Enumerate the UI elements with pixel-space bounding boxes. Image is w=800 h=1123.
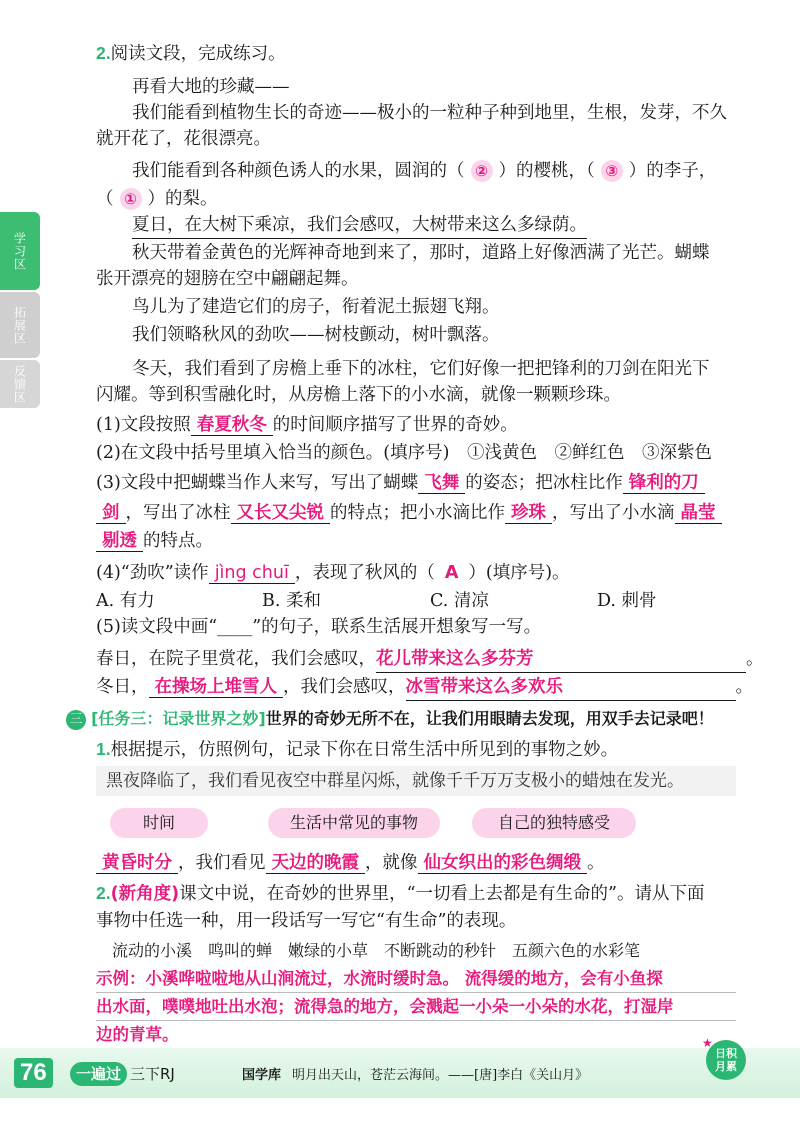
answer-blank: 春夏秋冬 bbox=[191, 415, 273, 436]
option-d: D. 刺骨 bbox=[597, 591, 657, 611]
passage-p7a: 冬天，我们看到了房檐上垂下的冰柱，它们好像一把把锋利的刀剑在阳光下 bbox=[132, 359, 710, 379]
task3-question-2-line2: 事物中任选一种，用一段话写一写它“有生命”的表现。 bbox=[96, 911, 517, 931]
sub-question-3-line2: 剑 ，写出了冰柱 又长又尖锐 的特点；把小水滴比作 珍珠 ，写出了小水滴 晶莹 bbox=[96, 500, 722, 526]
answer-circle: ② bbox=[471, 160, 493, 182]
item-list: 流动的小溪 鸣叫的蝉 嫩绿的小草 不断跳动的秒针 五颜六色的水彩笔 bbox=[112, 941, 641, 960]
task3-question-2-line1: 2.(新角度)课文中说，在奇妙的世界里，“一切看上去都是有生命的”。请从下面 bbox=[96, 883, 705, 904]
sub-question-1: (1)文段按照 春夏秋冬 的时间顺序描写了世界的奇妙。 bbox=[96, 415, 518, 435]
choice-answer: A bbox=[444, 563, 459, 583]
sub-question-5-spring: 春日，在院子里赏花，我们会感叹，花儿带来这么多芬芳 。 bbox=[96, 646, 764, 673]
passage-p4a: 秋天带着金黄色的光辉神奇地到来了，那时，道路上好像洒满了光芒。蝴蝶 bbox=[132, 243, 710, 263]
answer-blank: 锋利的刀 bbox=[623, 473, 705, 494]
section-number-icon: 三 bbox=[66, 710, 86, 730]
grade-label: 三下RJ bbox=[130, 1065, 175, 1083]
pinyin-answer: jìng chuī bbox=[209, 563, 295, 584]
passage-p1a: 我们能看到植物生长的奇迹——极小的一粒种子种到地里，生根，发芽，不久 bbox=[132, 103, 727, 123]
sub-question-3-line3: 剔透 的特点。 bbox=[96, 528, 213, 554]
answer-blank: 花儿带来这么多芬芳 bbox=[376, 646, 746, 673]
writing-rule bbox=[96, 992, 736, 993]
hint-pill-feeling: 自己的独特感受 bbox=[472, 808, 636, 838]
hint-pill-time: 时间 bbox=[110, 808, 208, 838]
star-icon: ★ bbox=[702, 1036, 713, 1050]
task3-text: 世界的奇妙无所不在，让我们用眼睛去发现，用双手去记录吧！ bbox=[265, 709, 714, 728]
passage-p7b: 闪耀。等到积雪融化时，从房檐上落下的小水滴，就像一颗颗珍珠。 bbox=[96, 385, 621, 405]
side-tab-extend[interactable]: 拓展区 bbox=[0, 292, 40, 358]
answer-blank: 飞舞 bbox=[418, 473, 465, 494]
brand-logo: 一遍过 bbox=[70, 1062, 127, 1086]
option-c: C. 清凉 bbox=[430, 591, 489, 611]
passage-p1b: 就开花了，花很漂亮。 bbox=[96, 129, 271, 149]
writing-rule bbox=[96, 1020, 736, 1021]
passage-title: 再看大地的珍藏—— bbox=[132, 77, 290, 97]
passage-p4b: 张开漂亮的翅膀在空中翩翩起舞。 bbox=[96, 269, 359, 289]
sub-question-4: (4)“劲吹”读作 jìng chuī ，表现了秋风的（ A ）(填序号)。 bbox=[96, 563, 570, 583]
answer-line-2: 出水面，噗噗地吐出水泡；流得急的地方，会溅起一小朵一小朵的水花，打湿岸 bbox=[96, 997, 674, 1016]
passage-p6: 我们领略秋风的劲吹——树枝颤动，树叶飘落。 bbox=[132, 325, 500, 345]
sub-question-2: (2)在文段中括号里填入恰当的颜色。(填序号) ①浅黄色 ②鲜红色 ③深紫色 bbox=[96, 443, 712, 463]
task3-header bbox=[66, 706, 714, 732]
answer-blank: 天边的晚霞 bbox=[266, 853, 366, 874]
answer-blank: 剑 bbox=[96, 503, 126, 524]
passage-p2b: （ ① ）的梨。 bbox=[96, 189, 218, 209]
footer-quote: 明月出天山，苍茫云海间。——[唐]李白《关山月》 bbox=[292, 1068, 589, 1083]
answer-blank: 仙女织出的彩色绸缎 bbox=[418, 853, 588, 874]
hint-pill-object: 生活中常见的事物 bbox=[268, 808, 440, 838]
answer-line-1: 示例：小溪哗啦啦地从山涧流过，水流时缓时急。 流得缓的地方，会有小鱼探 bbox=[96, 969, 663, 988]
daily-accumulation-badge: 日积 月累 bbox=[706, 1040, 746, 1080]
side-tab-feedback[interactable]: 反馈区 bbox=[0, 360, 40, 408]
sub-question-5-winter: 冬日， 在操场上堆雪人 ，我们会感叹，冰雪带来这么多欢乐 。 bbox=[96, 674, 753, 701]
sub-question-5: (5)读文段中画“____”的句子，联系生活展开想象写一写。 bbox=[96, 617, 542, 637]
page-number: 76 bbox=[14, 1058, 53, 1088]
question-2-prompt: 2.阅读文段，完成练习。 bbox=[96, 43, 286, 64]
sub-question-3-line1: (3)文段中把蝴蝶当作人来写，写出了蝴蝶 飞舞 的姿态；把冰柱比作 锋利的刀 bbox=[96, 470, 705, 496]
answer-blank: 黄昏时分 bbox=[96, 853, 178, 874]
task3-label: [任务三：记录世界之妙] bbox=[91, 709, 266, 728]
side-tab-study[interactable]: 学习区 bbox=[0, 212, 40, 290]
answer-blank: 冰雪带来这么多欢乐 bbox=[406, 674, 736, 701]
example-sentence: 黑夜降临了，我们看见夜空中群星闪烁，就像千千万万支极小的蜡烛在发光。 bbox=[96, 766, 736, 796]
passage-p5: 鸟儿为了建造它们的房子，衔着泥土振翅飞翔。 bbox=[132, 297, 500, 317]
footer-column: 国学库 bbox=[242, 1068, 282, 1083]
new-angle-tag: (新角度) bbox=[110, 884, 180, 904]
answer-blank: 又长又尖锐 bbox=[231, 503, 331, 524]
answer-circle: ③ bbox=[601, 160, 623, 182]
answer-blank: 在操场上堆雪人 bbox=[149, 677, 284, 698]
passage-p2a: 我们能看到各种颜色诱人的水果，圆润的（ ② ）的樱桃，（ ③ ）的李子， bbox=[132, 161, 717, 181]
passage-p3-underlined: 夏日，在大树下乘凉，我们会感叹，大树带来这么多绿荫。 bbox=[132, 212, 587, 239]
answer-circle: ① bbox=[120, 188, 142, 210]
answer-blank: 晶莹 bbox=[675, 503, 722, 524]
option-b: B. 柔和 bbox=[262, 591, 321, 611]
answer-blank: 珍珠 bbox=[505, 503, 552, 524]
answer-blank: 剔透 bbox=[96, 531, 143, 552]
option-a: A. 有力 bbox=[96, 591, 155, 611]
task3-question-1: 1.根据提示，仿照例句，记录下你在日常生活中所见到的事物之妙。 bbox=[96, 739, 619, 760]
answer-line-3: 边的青草。 bbox=[96, 1025, 179, 1044]
task3-answer-line: 黄昏时分 ，我们看见 天边的晚霞 ，就像 仙女织出的彩色绸缎 。 bbox=[96, 850, 605, 876]
